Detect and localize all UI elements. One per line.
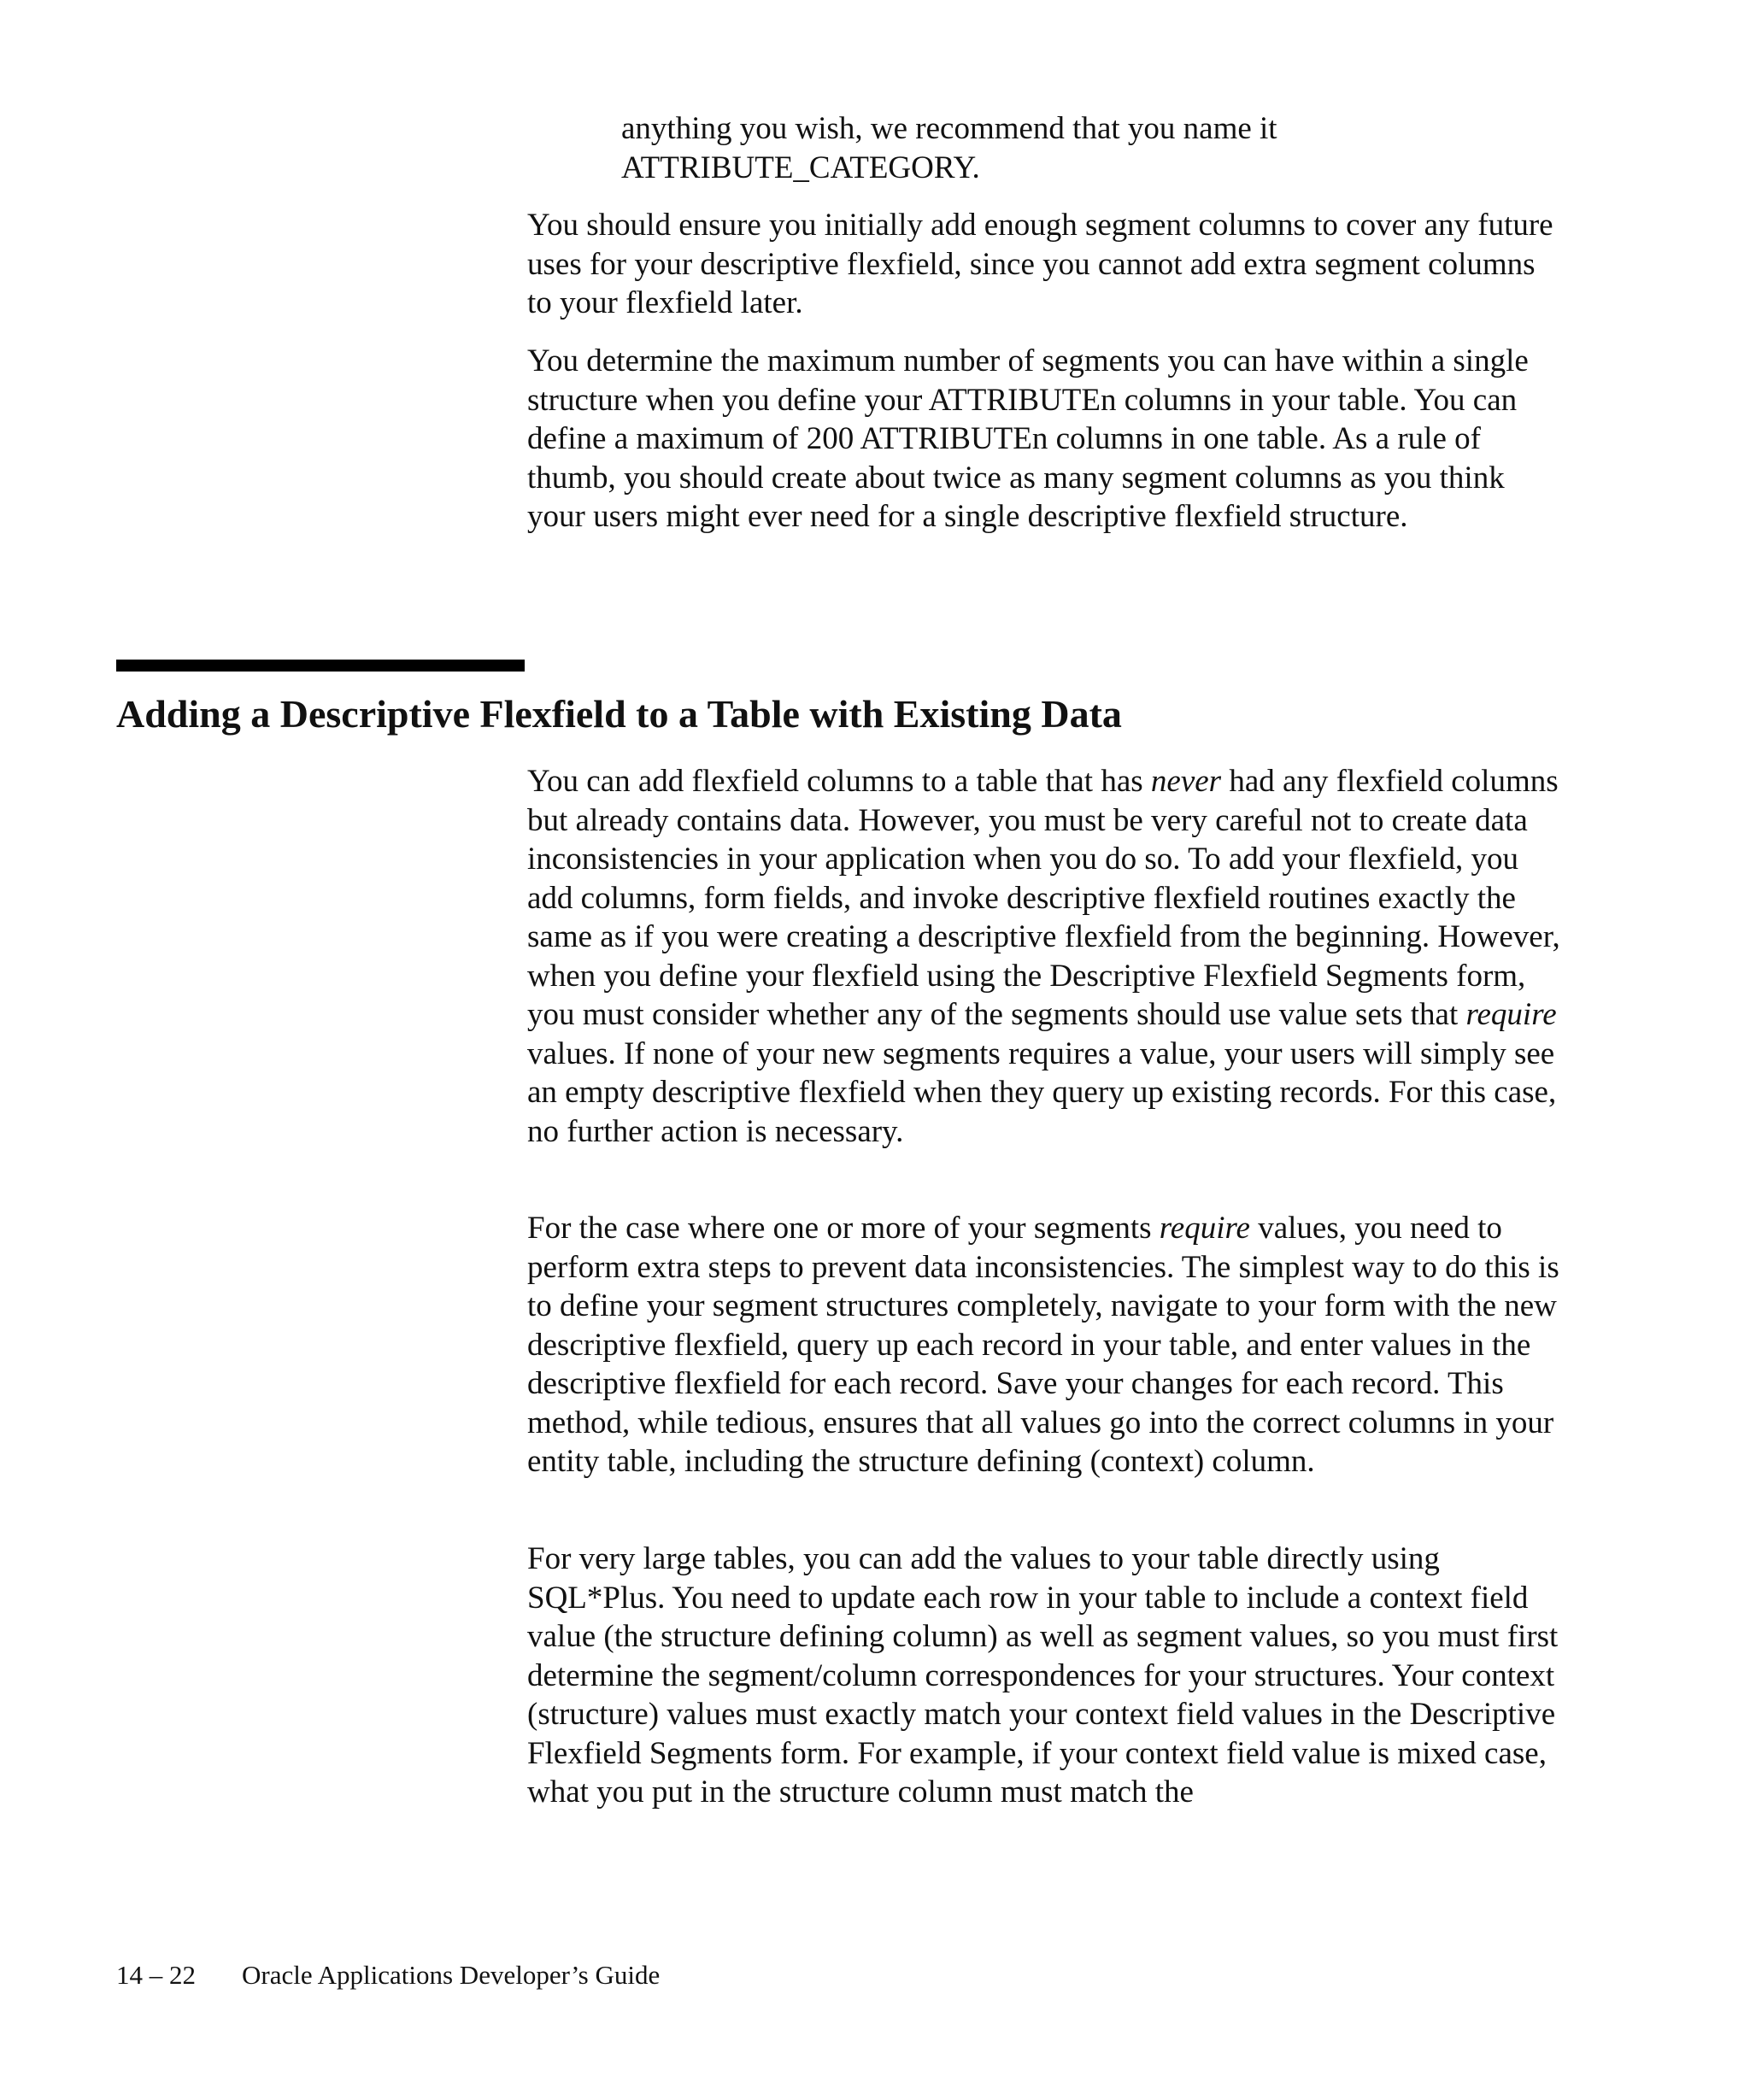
body-paragraph: You determine the maximum number of segments you can have within a single structure when you define your ATTRIBUTEn columns in your table. You can define a maximum of 200 ATTRIBUTEn columns in one table. As a rule of thumb, you should create about twice as many segment columns as you think your users might ever need for a single descriptive flexfield structure. (527, 343, 1529, 534)
section-heading: Adding a Descriptive Flexfield to a Table with Existing Data (116, 692, 1122, 736)
section-paragraph-3 (527, 1540, 1565, 1812)
book-title: Oracle Applications Developer’s Guide (242, 1960, 661, 1990)
emphasis-require: require (1159, 1211, 1250, 1246)
intro-paragraph-1 (527, 206, 1565, 323)
body-paragraph: You should ensure you initially add enough segment columns to cover any future uses for your descriptive flexfield, since you cannot add extra segment columns to your flexfield later. (527, 208, 1553, 320)
section-rule (116, 660, 525, 672)
body-paragraph: For the case where one or more of your segments require values, you need to perform extra steps to prevent data inconsistencies. The simplest way to do this is to define your segment structures completely, navigate to your form with the new descriptive flexfield, query up each record in your table, and enter values in the descriptive flexfield for each record. Save your changes for each record. This method, while tedious, ensures that all values go into the correct columns in your entity table, including the structure defining (context) column. (527, 1211, 1559, 1479)
intro-paragraph-2 (527, 342, 1565, 537)
section-paragraph-1 (527, 762, 1565, 1151)
page-footer (116, 1959, 660, 1991)
page-number: 14 – 22 (116, 1960, 196, 1990)
continuation-text (621, 109, 1561, 187)
continuation-paragraph: anything you wish, we recommend that you name it ATTRIBUTE_CATEGORY. (621, 111, 1277, 185)
section-paragraph-2 (527, 1209, 1565, 1481)
body-paragraph: For very large tables, you can add the values to your table directly using SQL*Plus. You need to update each row in your table to include a context field value (the structure defining column) as well as segment values, so you must first determine the segment/column correspondences for your structures. Your context (structure) values must exactly match your context field values in the Descriptive Flexfield Segments form. For example, if your context field value is mixed case, what you put in the structure column must match the (527, 1541, 1559, 1810)
emphasis-require: require (1465, 997, 1557, 1032)
emphasis-never: never (1150, 764, 1222, 799)
body-paragraph: You can add flexfield columns to a table that has never had any flexfield columns but already contains data. However, you must be very careful not to create data inconsistencies in your application when you do so. To add your flexfield, you add columns, form fields, and invoke descriptive flexfield routines exactly the same as if you were creating a descriptive flexfield from the beginning. However, when you define your flexfield using the Descriptive Flexfield Segments form, you must consider whether any of the segments should use value sets that require values. If none of your new segments requires a value, your users will simply see an empty descriptive flexfield when they query up existing records. For this case, no further action is necessary. (527, 764, 1560, 1149)
